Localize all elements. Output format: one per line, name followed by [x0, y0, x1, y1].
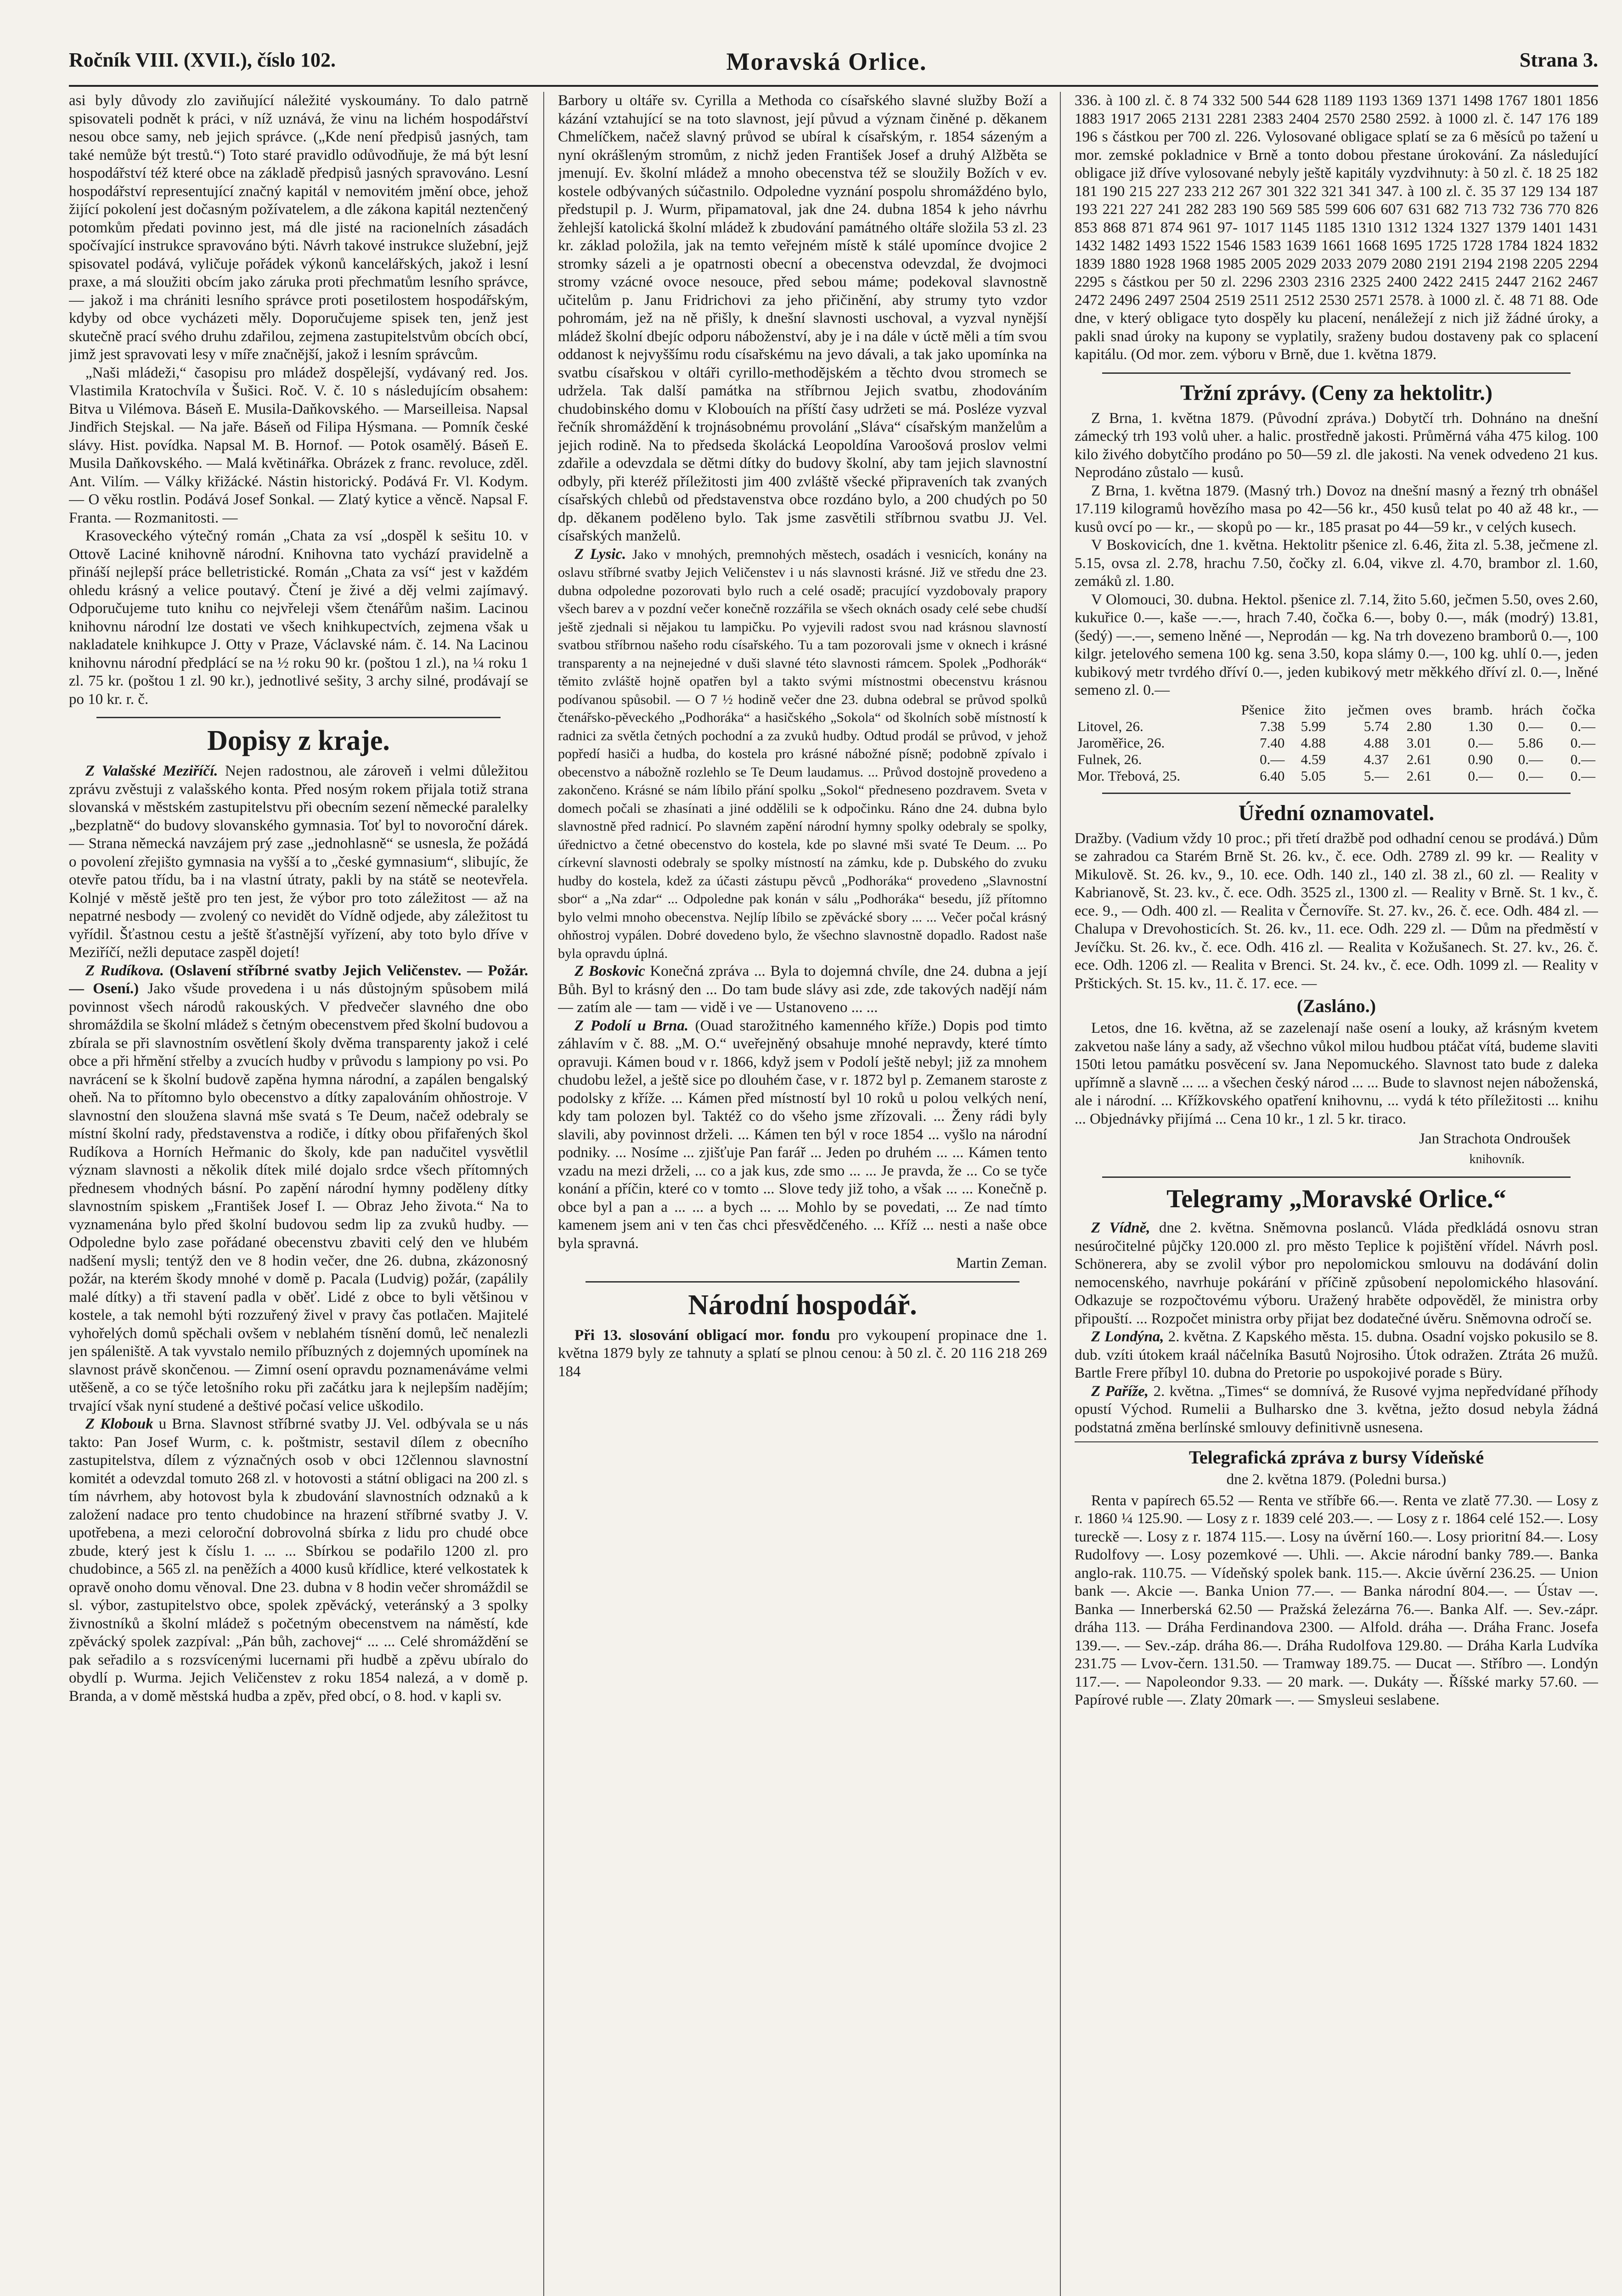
article-lead: Při 13. slosování obligací mor. fondu: [574, 1327, 830, 1344]
article-text: (Ouad starožitného kamenného kříže.) Dopis pod timto záhlavím v č. 88. „M. O.“ uveřejněný obsahuje mnohé nepravdy, které tímto opravuji. Kámen boud v r. 1866, když jsem v Podolí ještě nebyl; již za mnohem chudobu ležel, a ještě sice po dlouhém čase, v r. 1872 byl p. Zemanem staroste z podolsky z kříže. ... Kámen před místností byl 10 roků u polou velkých není, kdy tam polozen byl. Taktéž co do všeho jsme zřízovali. ... Ženy rádi byly slavili, aby povinnost drželi. ... Kámen ten býl v roce 1854 ... vyšlo na národní podniky. ... Nosíme ... zjišťuje Pan farář ... Jeden po druhém ... ... Kámen tento vzadu na mezi drželi, ... co a jak kus, zde smo ... ... Je pravda, že ... Co se tyče konání a příčin, které co v tomto ... Slove tedy již toho, a však ... ... Konečně p. obce byl a pan a ... ... a bych ... ... Mohlo by se povedati, ... Ze nad tímto kamenem jsem ani v ten čas chci přesvědčeného. ... Kříž ... nesti a naše obce byla spravná.: [558, 1017, 1047, 1252]
dateline: Z Lysic.: [574, 546, 626, 563]
article-text: Slavnost stříbrné svatby JJ. Vel. odbývala se u nás takto: Pan Josef Wurm, c. k. poštmistr, sestavil dílem z obecního zastupitelstva, dílem z význačných osob v obci 12člennou slavnostní komitét a odevzdal tomuto 268 zl. v hotovosti a státní obligaci na 200 zl. s tím návrhem, aby hotovost byla k zbudování slavnostních odznaků a k založení nadace pro tento chudobince na hrazení stříbrné svatby J. V. upotřebena, a mezi celoroční dobrovolná sbírka z lidu pro chudé obce zbude, který jest k číslu 1. ... ... Sbírkou se podařilo 1200 zl. pro chudobince, a 565 zl. na peněžích a 4000 kusů křídlice, které velkostatek k opravě onoho domu věnoval. Dne 23. dubna v 8 hodin večer shromáždil se sl. výbor, zastupitelstvo obce, spolek zpěvácký, veteránský a 3 spolky živnostníků a školní mládež s početným obecenstvem na náměstí, kde zpěvácký spolek zazpíval: „Pán bůh, zachovej“ ... ... Celé shromáždění se pak seřadilo a s rozsvícenými lucernami při hudbě a zpěvu ubíralo do obydlí p. Wurma. Jejich Veličenstev z roku 1854 nalezá, a v domě p. Branda, a v domě městská hudba a zpěv, před obcí, o 8. hod. v kapli sv.: [69, 1416, 528, 1705]
divider: [1102, 1176, 1571, 1178]
price-table-cell: 0.—: [1468, 734, 1493, 751]
price-table-header: [1075, 702, 1598, 718]
price-table-cell: 0.—: [1570, 734, 1595, 751]
price-table-header-cell: hrách: [1511, 701, 1543, 718]
article-text: Dražby. (Vadium vždy 10 proc.; při třetí dražbě pod odhadní cenou se prodává.) Dům se zahradou ca Starém Brně St. 26. kv., č. ece. Odh. 2789 zl. 99 kr. — Reality v Mikulově. St. 26. kv., 9., 10. ece. Odh. 140 zl., 140 zl. 38 zl., 60 zl. — Reality v Kabrianově, St. 23. kv., č. ece. Odh. 3525 zl., 1300 zl. — Reality v Brně. St. 1 kv., č. ece. 9., — Odh. 400 zl. — Realita v Černovíře. St. 27. kv., 26. č. ece. Odh. 484 zl. — Chalupa v Drevohosticích. St. 26. kv., 11. ece. Odh. 229 zl. — Dům na předměstí v Jevíčku. St. 26. kv., č. ece. Odh. 416 zl. — Realita v Kožušanech. St. 27. kv., 26. č. ece. Odh. 1206 zl. — Realita v Brenci. St. 24. kv., č. ece. Odh. 1099 zl. — Reality v Prštických. St. 15. kv., 11. č. 17. ece. —: [1075, 830, 1598, 992]
column-2: [558, 92, 1047, 2296]
dateline: Z Paříže,: [1091, 1383, 1149, 1400]
dateline: Z Londýna,: [1091, 1328, 1164, 1345]
price-table-row: [1075, 718, 1598, 735]
market-report: V Boskovicích, dne 1. května. Hektolitr pšenice zl. 6.46, žita zl. 5.38, ječmene zl. 5.15, ovsa zl. 2.78, hrachu 7.50, čočky zl. 6.04, vikve zl. 4.70, brambor zl. 1.60, zemáků zl. 1.80.: [1075, 537, 1598, 590]
price-table-cell: 4.88: [1363, 734, 1389, 751]
price-table-cell: 2.80: [1406, 718, 1432, 734]
price-table-cell: 0.—: [1570, 767, 1595, 784]
price-table-cell: 3.01: [1406, 734, 1432, 751]
price-table-header-cell: oves: [1405, 701, 1432, 718]
column-divider: [543, 92, 544, 2296]
market-report: V Olomouci, 30. dubna. Hektol. pšenice zl. 7.14, žito 5.60, ječmen 5.50, oves 2.60, kukuřice 0.—, kaše —.—, hrach 7.40, čočka 6.—, boby 0.—, mák (modrý) 13.81, (šedý) —.—, semeno lněné —, Neprodán — kg. Na trh dovezeno bramborů 0.—, 100 kilgr. jetelového semena 100 kg. sena 3.50, kopa slámy 0.—, 100 kg. uhlí 0.—, jeden kubikový metr tvrdého dříví 0.—, jeden kubikový metr měkkého dříví zl. 0.—, lněné semeno zl. 0.—: [1075, 591, 1598, 698]
dateline: Z Rudíkova.: [85, 962, 164, 979]
dateline: Z Valašské Meziříčí.: [85, 763, 218, 779]
price-table-cell: Litovel, 26.: [1077, 718, 1143, 734]
price-table-cell: 5.86: [1518, 734, 1543, 751]
column-3: [1075, 92, 1598, 2296]
dateline: Z Klobouk: [85, 1416, 153, 1432]
dateline: Z Podolí u Brna.: [574, 1017, 689, 1034]
divider: [1075, 1441, 1598, 1442]
article-text: dne 2. května. Sněmovna poslanců. Vláda předkládá osnovu stran nesúročitelné půjčky 120.000 zl. pro město Teplice k pojištění vřídel. Návrh posl. Schönerera, aby se zvolil výbor pro nepolomickou smlouvu na dodávání dolin nemocenského, navrhuje pokárání v příčině způsobení nepolomického hlasování. Odkazuje se rozpočtovému výboru. Uražený hraběte odpověděl, že ministra orby připouští. ... Rozpočet ministra orby přijat bez dodatečné úvěru. Sněmovna odročí se.: [1075, 1220, 1598, 1327]
price-table-cell: 4.59: [1301, 751, 1326, 767]
article-text: Jako v mnohých, premnohých městech, osadách i vesnicích, konány na oslavu stříbrné svatby Jejich Veličenstev i u nás slavnosti krásné. Již ve středu dne 23. dubna odpoledne pozorovati bylo ruch a celé osadě; pracující vyzdobovaly prapory všech barev a v pozdní večer konečně rozzářila se všech oknách osady celé sebe chudší ještě zjednali si nějakou tu lampičku. Po vyjevili radost svou nad krásnou slavností svatbou stříbrnou našeho rodu císařského. Tu a tam pozorovali jsme v oknech i krásné transparenty a na nejnejedné v duši slavné této slavnosti rámcem. Spolek „Podhorák“ těmito zvláště hojně opatřen byl a takto svými místnostmi obecenstvu krásnou podívanou spůsobil. — O 7 ½ hodině večer dne 23. dubna odebral se průvod spolků čtenářsko-pěveckého „Podhoráka“ a hasičského „Sokola“ od školních sobě místností k radnici za světla četných pochodní a za zvuků hudby. Odtud prodál se průvod, v jehož popředí hasiči a hudba, do kostela pro krásné nábožné písně; podobně zpívalo i obecenstvo a nábožně rozlehlo se Te Deum laudamus. ... Průvod dostojně provedeno a zakončeno. Krásné se nám líbilo přání spolku „Sokol“ předneseno pozdravem. Sveta v domech počali se zhasínati a jiné oddělili se k odpočinku. Ráno dne 24. dubna bylo slavnostně před radnicí. Po slavném zapění národní hymny spolky odebraly se spolky, úřednictvo a četné obecenstvo do kostela, kde po slavné mši svaté Te Deum. ... Po církevní slavnosti odebraly se spolky místností na zámku, kde p. Dubského do zvuku hudby do kostela, kdež za účasti zástupu pěvců „Podhoráka“ provedeno „Slavnostní sbor“ a „Na zdar“ ... Odpoledne pak konán v sálu „Podhoráka“ besedu, jíž přítomno bylo velmi mnoho obecenstva. Nejlíp líbilo se zpěvácké sbory ... ... Večer počal krásný ohňostroj vypálen. Dobré dovedeno bylo, že všechno slavnostně dopadlo. Radost naše byla opravdu úplná.: [558, 546, 1047, 961]
signature: Martin Zeman.: [956, 1255, 1047, 1272]
price-table-cell: 0.—: [1518, 718, 1543, 734]
divider: [586, 1281, 1019, 1283]
divider: [96, 717, 501, 718]
page-header: [69, 44, 1598, 87]
price-table-cell: Jaroměřice, 26.: [1077, 734, 1165, 751]
price-table-cell: 0.—: [1518, 751, 1543, 767]
section-title: Telegramy „Moravské Orlice.“: [1166, 1185, 1506, 1213]
article-text: pro vykoupení propinace dne 1. května 1879 byly ze tahnuty a splatí se plnou cenou: à 50 zl. č. 20 116 218 269 184: [558, 1327, 1047, 1380]
price-table-row: [1075, 735, 1598, 751]
dateline: Z Boskovic: [574, 963, 645, 979]
price-table-cell: 0.—: [1260, 751, 1285, 767]
price-table-cell: 7.40: [1260, 734, 1285, 751]
market-report: Z Brna, 1. května 1879. (Masný trh.) Dovoz na dnešní masný a řezný trh obnášel 17.119 kilogramů hovězího masa po 42—56 kr., 450 kusů telat po 40 až 48 kr., — kusů ovcí po — kr., — skopů po — kr., 185 prasat po 44—59 kr., v celých kusech.: [1075, 482, 1598, 535]
market-report: Z Brna, 1. května 1879. (Původní zpráva.) Dobytčí trh. Dohnáno na dnešní zámecký trh 193 volů uher. a halic. prostředně jakosti. Průměrná váha 475 kilog. 100 kilo živého dobytčího prodáno po 50—59 zl. dle jakosti. Na venek odvedeno 21 kus. Neprodáno zůstalo — kusů.: [1075, 410, 1598, 481]
price-table-header-cell: Pšenice: [1241, 701, 1285, 718]
price-table-cell: 5.05: [1301, 767, 1326, 784]
article-text: Jako všude provedena i u nás důstojným spůsobem milá povinnost všech národů rakouských. V předvečer slavného dne obo shromáždila se školní mládež s četným obecenstvem před školní budovou a zbírala se při slavnostním osvětlení školy dvěma transparenty jakož i celé obce a při hřmění střelby a zvucích hudby v průvodu s lampiony po vsi. Po navrácení se k školní budově zapěna hymna národní, a zapálen bengalský oheň. Na to přítomno bylo obecenstvo a dítky zapalováním ohňostroje. V slavnostní den sloužena slavná mše svatá s Te Deum, načež odebraly se místní školní rady, představenstva a rodiče, i dítky obou přifařených škol Rudíkova a Horních Heřmanic do školy, kde pan nadučitel vysvětlil význam slavnosti a několik dítek milé dojalo srdce všech přítomných přednesem vhodných básní. Po zapění národní hymny poděleny dítky slavnostním spiskem „František Josef I. — Obraz Jeho života.“ Na to vyznamenána bylo před školní budovou sedm lip za zvuků hudby. — Odpoledne bylo zase pořádané obecenstvu zbaviti celý den ve hlubém nadšení mysli; tentýž den ve 8 hodin večer, dne 26. dubna, zkázonosný požár, na kterém škody mnohé v domě p. Pacala (Ludvig) požár, (zapálily malé dítky) a tři stavení padla v oběť. Lidé z obce to byli většinou v kostele, a tak nemohl býti rozzuřený živel v pravy čas potlačen. Majitelé vyhořelých domů spěchali ovšem v neblahém tísnění domů, leč nenalezli jen spáleniště. A tak vyvstalo nemilo příbuzných z dojemných upomínek na slavnost právě skončenou. — Zimní osení opravdu poznamenáváme velmi utěšeně, a co se týče letošního roku při začátku jara k nejlepším nadějím; trvající však nyní studené a deštivé počasí velice uškodilo.: [69, 980, 528, 1414]
price-table: [1075, 702, 1598, 784]
article-text: Konečná zpráva ... Byla to dojemná chvíle, dne 24. dubna a její Bůh. Byl to krásný den ... Do tam bude slávy asi zde, zde takových nadějí nám — zatím ale — tam — vidě i ve — Ustanoveno ... ...: [558, 963, 1047, 1016]
price-table-cell: 4.88: [1301, 734, 1326, 751]
price-table-cell: 5.99: [1301, 718, 1326, 734]
section-title: Telegrafická zpráva z bursy Vídeňské: [1188, 1447, 1484, 1468]
article-text: 336. à 100 zl. č. 8 74 332 500 544 628 1189 1193 1369 1371 1498 1767 1801 1856 1883 1917 2065 2131 2281 2383 2404 2570 2580 2592. à 1000 zl. č. 147 176 189 196 s částkou per 700 zl. 226. Vylosované obligace splatí se za 6 měsíců po tažení u mor. zemské pokladnice v Brně a tonto dobou přestane úrokování. Za následující obligace již dříve vylosované nebyly ještě kapitály vyzdvihnuty: à 50 zl. č. 18 25 182 181 190 215 227 233 212 267 301 322 321 341 347. à 100 zl. č. 35 37 129 134 187 193 221 227 241 282 283 190 569 585 599 606 607 631 682 713 732 736 770 826 853 868 871 874 961 97- 1017 1145 1185 1310 1312 1324 1327 1379 1401 1431 1432 1482 1493 1522 1546 1583 1639 1661 1668 1695 1725 1728 1784 1824 1832 1839 1880 1928 1968 1985 2005 2029 2033 2079 2080 2191 2194 2198 2205 2294 2295 s částkou per 50 zl. 2296 2303 2316 2325 2400 2422 2415 2447 2162 2467 2472 2496 2497 2504 2519 2511 2512 2530 2571 2578. à 1000 zl. č. 48 71 88. Ode dne, v který obligace tyto dospěly ku placení, nenáležejí z nich již žádné úroky, a pakli snad úroky na kupony se vyplatily, sraženy budou dostaveny pak co splacení kapitálu. (Od mor. zem. výboru v Brně, due 1. května 1879.: [1075, 92, 1598, 363]
price-table-header-cell: žito: [1304, 701, 1326, 718]
article-text: „Naši mládeži,“ časopisu pro mládež dospělejší, vydávaný red. Jos. Vlastimila Kratochvíla v Šušici. Roč. V. č. 10 s následujícím obsahem: Bitva u Vilémova. Báseň E. Musila-Daňkovského. — Marseilleisa. Napsal Jindřich Stejskal. — Na jaře. Báseň od Filipa Hýsmana. — Pomník české slávy. Hist. povídka. Napsal M. B. Hornof. — Potok osamělý. Báseň E. Musila Daňkovského. — Malá květinářka. Obrázek z franc. revoluce, zděl. Ant. Vilím. — Války křižácké. Nástin historický. Podává Fr. Vl. Kodym. — O věku rostlin. Podává Josef Sonkal. — Zlatý kytice a věncě. Napsal F. Franta. — Rozmanitosti. —: [69, 364, 528, 526]
article-text: asi byly důvody zlo zaviňující náležité vyskoumány. To dalo patrně spisovateli podnět k práci, v níž uznává, že vinu na lichém hospodářství nesou obce samy, neb jejich správce. („Kde není předpisů jasných, tam také nemůže být trestů.“) Toto staré pravidlo odůvodňuje, že má být lesní hospodářství též které obce na základě předpisů jasných spravováno. Lesní hospodářství representující značný kapitál v nemovitém jmění obce, jehož žijící pokolení jest dočasným požívatelem, a dle zákona kapitál neztenčený potomkům předati povinno jest, má dle jisté na racionelních zásadách spočívající instrukce spravováno býti. Návrh takové instrukce služební, jejž spisovatel podává, vyličuje pořádek výkonů kancelářských, jakož i lesní praxe, a má sloužiti obcím jako záruka proti přechmatům lesního správce, — jakož i ma chrániti lesního správce proti posetilostem hospodářským, kdyby od obce vycházeti měly. Doporučujeme spisek ten, jenž jest skutečně prací svého druhu zdařilou, zejmena zastupitelstvům obcích obcí, jimž jest spravovati lesy v míře značnější, jakož i lesním správcům.: [69, 92, 528, 363]
article-text: Letos, dne 16. května, až se zazelenají naše osení a louky, až krásným kvetem zakvetou naše lány a sady, až všechno vůkol milou hudbou ptáčat vítá, budeme slaviti 150ti letou památku posvěcení sv. Jana Nepomuckého. Slavnost tato bude z daleka upřímně a slavně ... ... a všechen český národ ... ... Bude to slavnost nejen náboženská, ale i národní. ... Křížkovského opatření knihovnu, ... vydá k této příležitosti ... knihu ... Objednávky přijímá ... Cena 10 kr., 1 zl. 5 kr. tiraco.: [1075, 1020, 1598, 1127]
section-subtitle: dne 2. května 1879. (Poledni bursa.): [1226, 1471, 1447, 1488]
price-table-header-cell: [1075, 702, 1221, 718]
price-table-header-cell: čočka: [1562, 701, 1595, 718]
article-text: 2. května. „Times“ se domnívá, že Rusové vyjma nepředvídané příhody opustí Východ. Rumelii a Bulharsko dne 3. května, ježto dosud nebyla žádná podstatná změna berlínské smlouvy definitivně usnesena.: [1075, 1383, 1598, 1436]
price-table-cell: Mor. Třebová, 25.: [1077, 767, 1181, 784]
price-table-cell: 0.—: [1570, 751, 1595, 767]
section-title: Tržní zprávy. (Ceny za hektolitr.): [1180, 380, 1492, 405]
price-table-row: [1075, 751, 1598, 768]
signature: Jan Strachota Ondroušek: [1419, 1131, 1571, 1147]
article-subtitle: (Oslavení stříbrné svatby Jejich Veličenstev. — Požár. — Osení.): [69, 962, 528, 997]
section-title: Národní hospodář.: [688, 1289, 917, 1321]
section-title: Úřední oznamovatel.: [1238, 800, 1435, 825]
article-text: Barbory u oltáře sv. Cyrilla a Methoda co císařského slavné služby Boží a kázání vztahující se na toto slavnost, její půvud a význam činěné p. děkanem Chmelíčkem, načež slavný průvod se ubíral k císařským, r. 1854 sázeným a nyní okrášleným stromům, z nichž jeden František Josef a druhý Alžběta se jmenují. Ev. školní mládež a mnoho obecenstva též se sloužily Božích v ev. kostele odbývaných súčastnilo. Odpoledne vyznání pospolu shromáždéno bylo, předstupil p. J. Wurm, připamatoval, jak dne 24. dubna 1854 k jeho návrhu žehlejší katolická školní mládež k zbudování památného oltáře složila 53 zl. 23 kr. základ položila, jak na temto veřejném místě k stálé upomínce dvojice 2 stromky sázeli a je opatrnosti obecní a obecenstva odevzdal, že dvojmoci stromy vzácné ovoce nesouce, před sebou máme; podekoval slavnostně učitelům p. Janu Fridrichovi za jeho přičinění, aby strumy tyto vzdor pohromám, jež na ně přišly, k dnešní slavnosti uschoval, a vyzval nynější mládež školní dbejíc odporu náboženství, aby je i na dále v úctě měli a tím svou oddanost k nejvyššímu rodu císařskému na jevo dávali, a tak jako upomínka na svatbu císařskou v oltáři cyrillo-methodějském a těchto dvou stromech se udržela. Tak další památka na stříbrnou Jejich svatbu, zhodováním chudobinského domu v Klobouích na příští časy udržeti se má. Posléze vyzval řečník shromáždění k trojnásobnému provolání „Sláva“ císařským manželům a jejich rodině. Na to předseda školácká Leopoldína Varoošová proslov velmi zdařile a odevzdala se dětmi dítky do budovy školní, aby tam jejich slavnostní odbyly, při kteréž příležitosti jim 400 zvláště všecké připraveních tak zvaných císařských chlebů od představenstva obce rozdáno bylo, a 200 chudých po 50 dp. děkanem poděleno bylo. Tak jsme zasvětili stříbrnou svatbu JJ. Vel. císařských manželů.: [558, 92, 1047, 544]
price-table-cell: 5.74: [1363, 718, 1389, 734]
price-table-cell: 2.61: [1406, 767, 1432, 784]
price-table-cell: 0.90: [1468, 751, 1493, 767]
article-text: Krasoveckého výtečný román „Chata za vsí „dospěl k sešitu 10. v Ottově Laciné knihovně národní. Knihovna tato vychází pravidelně a přináší nejlepší práce belletristické. Román „Chata za vsí“ jest v každém ohledu krásný a velice poutavý. Čtení je živé a děj velmi zajímavý. Odporučujeme tuto knihu co nejvřeleji všem čtenářům našim. Lacinou knihovnu národní lze dostati ve všech knihkupectvích, zejmena však u nakladatele knihkupce J. Otty v Praze, Václavské nám. č. 14. Na Lacinou knihovnu národní předplácí se na ½ roku 90 kr. (poštou 1 zl.), na ¼ roku 1 zl. 75 kr. (poštou 1 zl. 90 kr.), jednotlivé sešity, 3 archy silné, prodávají se po 10 kr. r. č.: [69, 528, 528, 708]
price-table-cell: 2.61: [1406, 751, 1432, 767]
price-table-cell: 6.40: [1260, 767, 1285, 784]
price-table-cell: Fulnek, 26.: [1077, 751, 1142, 767]
price-table-row: [1075, 768, 1598, 784]
section-title: Dopisy z kraje.: [207, 725, 390, 756]
page-number: Strana 3.: [1519, 49, 1598, 71]
article-text: Nejen radostnou, ale zároveň i velmi důležitou zprávu zvěstuji z valašského konta. Před nosým rokem přijala totiž strana slovanská v městském zastupitelstvu při obecním sezení německé paralelky „bezplatně“ do budovy slovanského gymnasia. Toť byl to novoroční dárek. — Strana německá navzájem prý zase „jednohlasně“ se usnesla, že požádá o povolení zřejišto gymnasia na vyšší a to „české gymnasium“, slibujíc, že otevře patou třídu, ba i na vlastní útraty, pakli by na státě se neotevřela. Kolnjé v městě ještě pro ten jest, že výbor pro toto záležitost — až na nepatrné nesbody — zvolený co nevidět do Vídně odjede, aby záležitost tu vyřídil. Šťastnou cestu a ještě šťastnější vyřízení, aby toto bylo dříve v Meziříčí, nežli deputace zaspěl dojetí!: [69, 763, 528, 961]
divider: [1102, 372, 1571, 374]
column-divider: [1060, 92, 1061, 2296]
price-table-cell: 0.—: [1570, 718, 1595, 734]
price-table-header-cell: ječmen: [1347, 701, 1389, 718]
price-table-cell: 1.30: [1468, 718, 1493, 734]
masthead-title: Moravská Orlice.: [726, 48, 927, 75]
dateline: Z Vídně,: [1091, 1220, 1150, 1236]
price-table-header-cell: bramb.: [1453, 701, 1493, 718]
exchange-report: Renta v papírech 65.52 — Renta ve stříbře 66.—. Renta ve zlatě 77.30. — Losy z r. 1860 ¼ 125.90. — Losy z r. 1839 celé 203.—. — Losy z r. 1864 celé 152.—. Losy tureckě —. Losy z r. 1874 115.—. Losy na úvěrní 160.—. Losy prioritní 84.—. Losy Rudolfovy —. Losy pozemkové —. Uhli. —. Akcie národní banky 789.—. Banka anglo-rak. 110.75. — Vídeňský spolek bank. 115.—. Akcie úvěrní 236.25. — Union bank —. Akcie —. Banka Union 77.—. — Banka národní 804.—. — Ústav —. Banka — Innerberská 62.50 — Pražská železárna 76.—. Banka Alf. —. Sev.-zápr. dráha 113. — Dráha Ferdinandova 2300. — Alfold. dráha —. Dráha Franc. Josefa 139.—. — Sev.-záp. dráha 86.—. Dráha Rudolfova 129.80. — Dráha Karla Ludvíka 231.75 — Lvov-čern. 131.50. — Tramway 189.75. — Ducat —. Stříbro —. Londýn 117.—. — Napoleondor 9.33. — 20 mark. —. Dukáty —. Říšské marky 57.60. — Papírové ruble —. Zlaty 20mark —. — Smysleui seslabene.: [1075, 1492, 1598, 1708]
signature-title: knihovník.: [1469, 1152, 1525, 1166]
issue-number: Ročník VIII. (XVII.), číslo 102.: [69, 49, 336, 71]
price-table-cell: 0.—: [1518, 767, 1543, 784]
divider: [1102, 793, 1571, 794]
price-table-cell: 7.38: [1260, 718, 1285, 734]
price-table-cell: 5.—: [1363, 767, 1389, 784]
price-table-cell: 0.—: [1468, 767, 1493, 784]
section-title: (Zasláno.): [1296, 996, 1376, 1016]
column-1: [69, 92, 528, 2296]
price-table-cell: 4.37: [1363, 751, 1389, 767]
dateline-sub: u Brna.: [158, 1416, 205, 1432]
article-text: 2. května. Z Kapského města. 15. dubna. Osadní vojsko pokusilo se 8. dub. vzíti útokem kraál náčelníka Basutů Nojrosiho. Útok odražen. Ztráta 26 mužů. Bartle Frere příbyl 10. dubna do Pretorie po uspokojivé porade s Büry.: [1075, 1328, 1598, 1381]
